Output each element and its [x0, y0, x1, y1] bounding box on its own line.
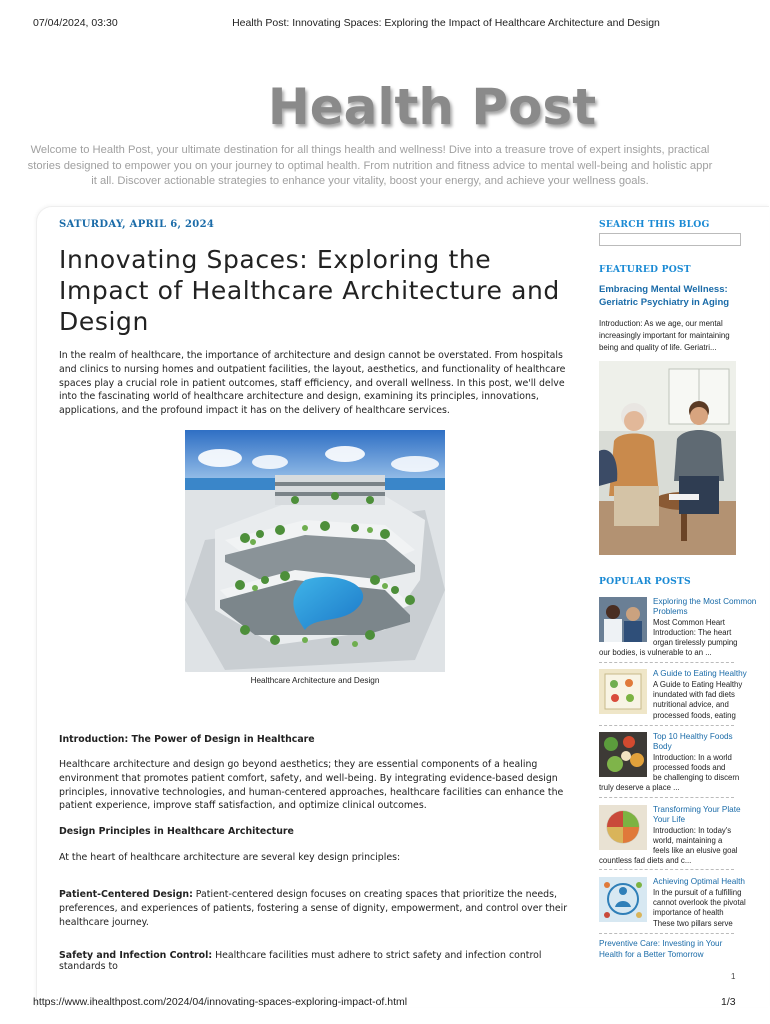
title-line: Achieving Optimal Health [653, 877, 745, 886]
snippet-line: Introduction: As we age, our mental [599, 319, 723, 328]
popular-post-thumbnail[interactable] [599, 732, 647, 777]
print-page-number: 1/3 [721, 996, 736, 1008]
edge-mark: 1 [731, 972, 736, 981]
site-description-line: it all. Discover actionable strategies to enhance your vitality, boost your energy, and achieve your wellness goals. [91, 175, 649, 187]
snippet-line: Most Common Heart [653, 618, 725, 627]
popular-heading: POPULAR POSTS [599, 576, 691, 587]
snippet-line: Introduction: In a world [653, 753, 732, 762]
title-line: Transforming Your Plate [653, 805, 741, 814]
optimal-health-thumbnail [599, 877, 647, 922]
image-caption: Healthcare Architecture and Design [250, 676, 380, 685]
snippet-line: nutritional advice, and [653, 700, 729, 710]
popular-post-item[interactable] [599, 805, 739, 865]
popular-post-link-preventive-care[interactable]: Preventive Care: Investing in Your Health for a Better Tomorrow [599, 939, 723, 959]
snippet-line: organ tirelessly pumping [653, 638, 738, 648]
snippet-line: processed foods, eating [653, 710, 736, 720]
featured-post-image[interactable] [599, 361, 736, 555]
popular-post-item[interactable] [599, 597, 757, 659]
popular-post-snippet [653, 826, 739, 857]
featured-title-line: Geriatric Psychiatry in Aging [599, 297, 730, 308]
hero-image[interactable] [185, 430, 445, 672]
snippet-line: cannot overlook the pivotal [653, 898, 746, 908]
snippet-line: increasingly important for maintaining [599, 331, 730, 340]
snippet-line: A Guide to Eating Healthy [653, 680, 743, 689]
popular-post-snippet [653, 680, 743, 721]
popular-post-snippet-tail: our bodies, is vulnerable to an ... [599, 648, 712, 657]
section-paragraph: Healthcare architecture and design go beyond aesthetics; they are essential components of a healing environment that promotes patient comfort, safety, and well-being. By integrating evidence-based design principles, innovative technologies, and human-centered approaches, healthcare facilities can enhance the patient experience, improve staff satisfaction, and optimize clinical outcomes. [59, 759, 564, 812]
site-description [0, 143, 770, 190]
snippet-line: feels like an elusive goal [653, 846, 738, 856]
popular-post-snippet [653, 888, 746, 929]
divider [599, 662, 734, 663]
title-line: Exploring the Most Common [653, 597, 757, 606]
section-paragraph: At the heart of healthcare architecture are several key design principles: [59, 852, 401, 863]
popular-post-title[interactable] [653, 669, 747, 679]
post-date: SATURDAY, APRIL 6, 2024 [59, 219, 215, 230]
section-heading: Introduction: The Power of Design in Healthcare [59, 734, 315, 745]
term-text: Healthcare facilities must adhere to strict safety and infection control standards to [59, 950, 542, 972]
snippet-line: Introduction: In today's [653, 826, 732, 835]
healthy-eating-thumbnail [599, 669, 647, 714]
featured-title-line: Embracing Mental Wellness: [599, 284, 728, 295]
cutoff-paragraph [59, 950, 569, 972]
section-heading: Design Principles in Healthcare Architecture [59, 826, 294, 837]
snippet-line: processed foods and [653, 763, 726, 773]
divider [599, 933, 734, 934]
title-line: Body [653, 742, 672, 751]
snippet-line: world, maintaining a [653, 836, 723, 846]
doctor-patient-thumbnail [599, 597, 647, 642]
healthy-foods-thumbnail [599, 732, 647, 777]
popular-post-snippet [653, 753, 739, 784]
print-datetime: 07/04/2024, 03:30 [33, 17, 118, 29]
popular-post-snippet-tail: truly deserve a place ... [599, 783, 680, 792]
divider [599, 725, 734, 726]
patient-centered-design-paragraph [59, 888, 569, 929]
popular-post-thumbnail[interactable] [599, 597, 647, 642]
title-line: Problems [653, 607, 688, 616]
featured-heading: FEATURED POST [599, 264, 691, 275]
snippet-line: be challenging to discern [653, 773, 740, 783]
divider [599, 797, 734, 798]
snippet-line: importance of health [653, 908, 724, 918]
snippet-line: In the pursuit of a fulfilling [653, 888, 742, 897]
search-input[interactable] [599, 233, 741, 246]
title-line: Top 10 Healthy Foods [653, 732, 733, 741]
divider [599, 869, 734, 870]
term-label: Safety and Infection Control: [59, 950, 213, 961]
popular-post-item[interactable] [599, 669, 747, 721]
therapy-group-photo [599, 361, 736, 555]
title-line: A Guide to Eating Healthy [653, 669, 747, 678]
site-description-line: Welcome to Health Post, your ultimate destination for all things health and wellness! Dive into a treasure trove of expert insights, practical [30, 144, 710, 156]
snippet-line: These two pillars serve [653, 918, 733, 928]
popular-post-item[interactable] [599, 877, 746, 929]
featured-post-title[interactable] [599, 283, 735, 311]
popular-post-snippet [653, 618, 739, 649]
popular-post-title[interactable] [653, 877, 745, 887]
popular-post-title[interactable] [653, 597, 757, 617]
popular-post-item[interactable] [599, 732, 739, 792]
healthcare-building-illustration [185, 430, 445, 672]
snippet-line: inundated with fad diets [653, 690, 735, 700]
post-title[interactable]: Innovating Spaces: Exploring the Impact of Healthcare Architecture and Design [59, 245, 560, 336]
popular-post-thumbnail[interactable] [599, 877, 647, 922]
healthy-plate-thumbnail [599, 805, 647, 850]
post-intro: In the realm of healthcare, the importance of architecture and design cannot be overstated. From hospitals and clinics to nursing homes and outpatient facilities, the layout, aesthetics, and functionality of healthcare spaces play a crucial role in patient outcomes, staff efficiency, and overall wellness. In this post, we'll delve into the fascinating world of healthcare architecture and design, examining its principles, innovations, applications, and the profound impact it has on the delivery of healthcare services. [59, 350, 566, 417]
term-text: Patient-centered design focuses on creating spaces that prioritize the needs, preferences, and experiences of patients, fostering a sense of dignity, empowerment, and control over their healthcare journey. [59, 889, 568, 928]
title-line: Your Life [653, 815, 686, 824]
search-heading: SEARCH THIS BLOG [599, 219, 710, 230]
term-label: Patient-Centered Design: [59, 889, 193, 900]
popular-post-snippet-tail: countless fad diets and c... [599, 856, 692, 865]
site-description-line: stories designed to empower you on your journey to optimal health. From nutrition and fitness advice to mental well-being and holistic appr [27, 159, 713, 172]
snippet-line: Introduction: The heart [653, 628, 732, 638]
featured-post-snippet [599, 318, 735, 356]
popular-post-thumbnail[interactable] [599, 669, 647, 714]
print-url: https://www.ihealthpost.com/2024/04/innovating-spaces-exploring-impact-of.html [33, 996, 408, 1008]
print-page-title: Health Post: Innovating Spaces: Exploring the Impact of Healthcare Architecture and Design [232, 17, 660, 29]
snippet-line: being and quality of life. Geriatri... [599, 343, 717, 352]
popular-post-title[interactable] [653, 732, 739, 752]
site-title[interactable]: Health Post [267, 78, 597, 136]
popular-post-thumbnail[interactable] [599, 805, 647, 850]
popular-post-title[interactable] [653, 805, 739, 825]
